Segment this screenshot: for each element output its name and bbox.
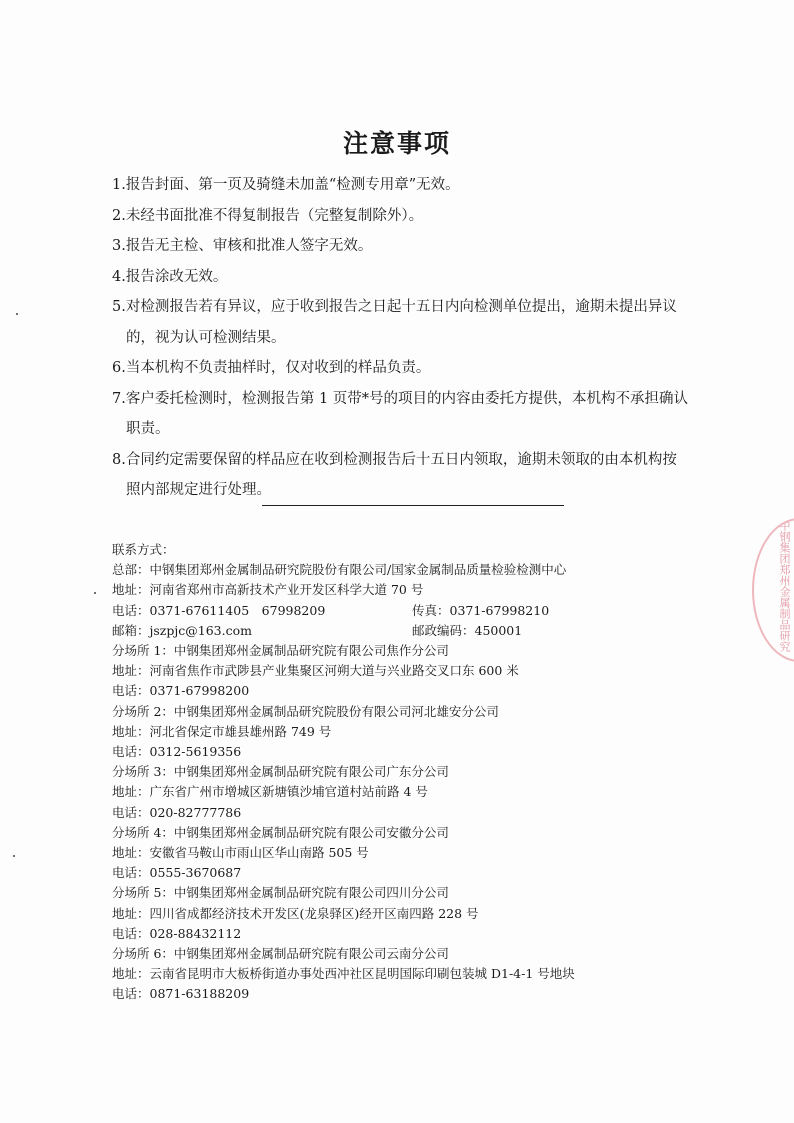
branch-address: 地址：广东省广州市增城区新塘镇沙埔官道村站前路 4 号	[112, 784, 428, 800]
page-title: 注意事项	[342, 129, 451, 158]
branch-phone: 电话：028-88432112	[112, 925, 242, 941]
notice-number: 1.	[112, 177, 126, 193]
notice-text: 客户委托检测时，检测报告第 1 页带*号的项目的内容由委托方提供，本机构不承担确认	[125, 390, 689, 407]
branch-name: 分场所 5：中钢集团郑州金属制品研究院有限公司四川分公司	[112, 885, 449, 901]
hq-email-postcode-row	[112, 621, 712, 641]
notice-text: 对检测报告若有异议，应于收到报告之日起十五日内向检测单位提出，逾期未提出异议	[125, 299, 677, 315]
branch-phone: 电话：0871-63188209	[112, 986, 250, 1002]
notice-number: 4.	[112, 268, 126, 285]
notice-item	[112, 384, 742, 445]
notice-item	[112, 445, 742, 506]
notice-number: 6.	[112, 360, 126, 376]
hq-address: 地址：河南省郑州市高新技术产业开发区科学大道 70 号	[112, 582, 424, 598]
notice-item	[112, 201, 742, 232]
notice-list	[112, 170, 742, 506]
seal-stamp	[752, 518, 794, 662]
branch-phone: 电话：0555-3670687	[112, 865, 242, 881]
notice-item	[112, 170, 742, 201]
notice-number: 3.	[112, 238, 126, 254]
notice-number: 5.	[112, 299, 126, 315]
branch-address: 地址：四川省成都经济技术开发区(龙泉驿区)经开区南四路 228 号	[112, 905, 479, 921]
branch-name: 分场所 1：中钢集团郑州金属制品研究院有限公司焦作分公司	[112, 643, 449, 659]
branch-address: 地址：安徽省马鞍山市雨山区华山南路 505 号	[112, 845, 369, 861]
notice-continuation: 的，视为认可检测结果。	[126, 329, 286, 346]
notice-number: 8.	[112, 451, 126, 468]
branch-name: 分场所 2：中钢集团郑州金属制品研究院股份有限公司河北雄安分公司	[112, 703, 499, 719]
scan-speck	[13, 855, 15, 857]
notice-item	[112, 262, 742, 293]
notice-text: 报告无主检、审核和批准人签字无效。	[125, 238, 373, 254]
branch-address: 地址：河北省保定市雄县雄州路 749 号	[112, 723, 332, 739]
notice-item	[112, 231, 742, 262]
branch-phone: 电话：0371-67998200	[112, 683, 250, 699]
contact-heading: 联系方式：	[112, 542, 175, 557]
branch-address: 地址：河南省焦作市武陟县产业集聚区河朔大道与兴业路交叉口东 600 米	[112, 663, 519, 679]
notice-text: 报告封面、第一页及骑缝未加盖“检测专用章”无效。	[125, 177, 460, 193]
notice-number: 7.	[112, 390, 126, 407]
scan-speck	[94, 592, 96, 594]
notice-continuation: 照内部规定进行处理。	[126, 482, 271, 498]
hq-postcode: 邮政编码：450001	[412, 622, 523, 638]
seal-stamp-text: 中钢集团郑州金属制品研究院	[762, 520, 791, 652]
notice-text: 合同约定需要保留的样品应在收到检测报告后十五日内领取，逾期未领取的由本机构按	[125, 451, 677, 468]
branch-phone: 电话：0312-5619356	[112, 744, 242, 760]
contact-info	[112, 540, 712, 1005]
notice-text: 未经书面批准不得复制报告（完整复制除外）。	[125, 207, 424, 224]
notice-number: 2.	[112, 207, 126, 224]
hq-fax: 传真：0371-67998210	[412, 602, 550, 618]
branch-address: 地址：云南省昆明市大板桥街道办事处西冲社区昆明国际印刷包装城 D1-4-1 号地块	[112, 966, 575, 982]
notice-item	[112, 292, 742, 353]
branch-name: 分场所 4：中钢集团郑州金属制品研究院有限公司安徽分公司	[112, 824, 449, 840]
hq-name: 总部：中钢集团郑州金属制品研究院股份有限公司/国家金属制品质量检验检测中心	[112, 562, 567, 578]
hq-email: 邮箱：jszpjc@163.com	[112, 622, 252, 638]
branch-phone: 电话：020-82777786	[112, 804, 242, 820]
hq-phone-fax-row	[112, 601, 712, 621]
notice-item	[112, 353, 742, 384]
branch-name: 分场所 3：中钢集团郑州金属制品研究院有限公司广东分公司	[112, 764, 449, 780]
hq-phone: 电话：0371-67611405 67998209	[112, 602, 326, 618]
branch-name: 分场所 6：中钢集团郑州金属制品研究院有限公司云南分公司	[112, 946, 449, 962]
section-divider	[262, 505, 564, 506]
scan-speck	[16, 313, 18, 315]
notice-text: 报告涂改无效。	[125, 268, 228, 285]
notice-text: 当本机构不负责抽样时，仅对收到的样品负责。	[125, 360, 431, 376]
notice-continuation: 职责。	[126, 421, 170, 437]
